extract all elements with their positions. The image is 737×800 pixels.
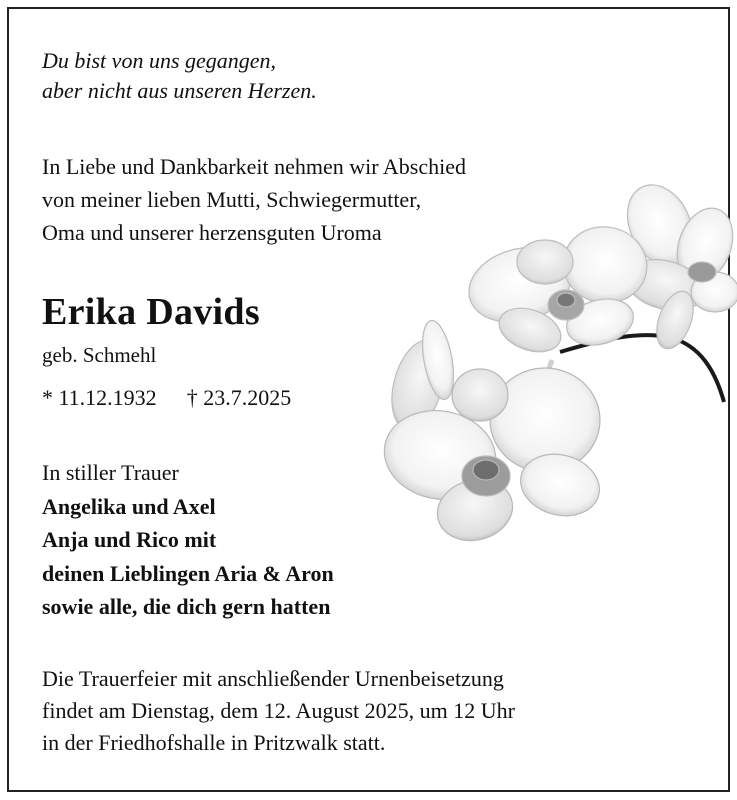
mourners-heading: In stiller Trauer: [42, 460, 179, 485]
mourner-name: Angelika und Axel: [42, 493, 216, 519]
mourner-name: deinen Lieblingen Aria & Aron: [42, 560, 334, 586]
service-info: [42, 663, 515, 759]
mourners: [42, 456, 334, 624]
mourner-name: sowie alle, die dich gern hatten: [42, 594, 331, 619]
service-line: in der Friedhofshalle in Pritzwalk statt.: [42, 730, 386, 755]
deceased-name: Erika Davids: [42, 291, 260, 333]
service-line: findet am Dienstag, dem 12. August 2025, um 12 Uhr: [42, 698, 515, 723]
death-date: † 23.7.2025: [186, 385, 292, 410]
intro-line: Oma und unserer herzensguten Uroma: [42, 220, 382, 245]
motto: [42, 46, 317, 106]
motto-line: Du bist von uns gegangen,: [42, 48, 277, 73]
intro-text: [42, 150, 466, 249]
mourner-name: Anja und Rico mit: [42, 527, 217, 552]
intro-line: von meiner lieben Mutti, Schwiegermutter,: [42, 187, 422, 212]
birth-date: * 11.12.1932: [42, 385, 157, 410]
birth-name: geb. Schmehl: [42, 343, 157, 367]
motto-line: aber nicht aus unseren Herzen.: [42, 78, 317, 103]
intro-line: In Liebe und Dankbarkeit nehmen wir Abschied: [42, 154, 466, 179]
life-dates: [42, 387, 291, 409]
service-line: Die Trauerfeier mit anschließender Urnenbeisetzung: [42, 666, 504, 691]
